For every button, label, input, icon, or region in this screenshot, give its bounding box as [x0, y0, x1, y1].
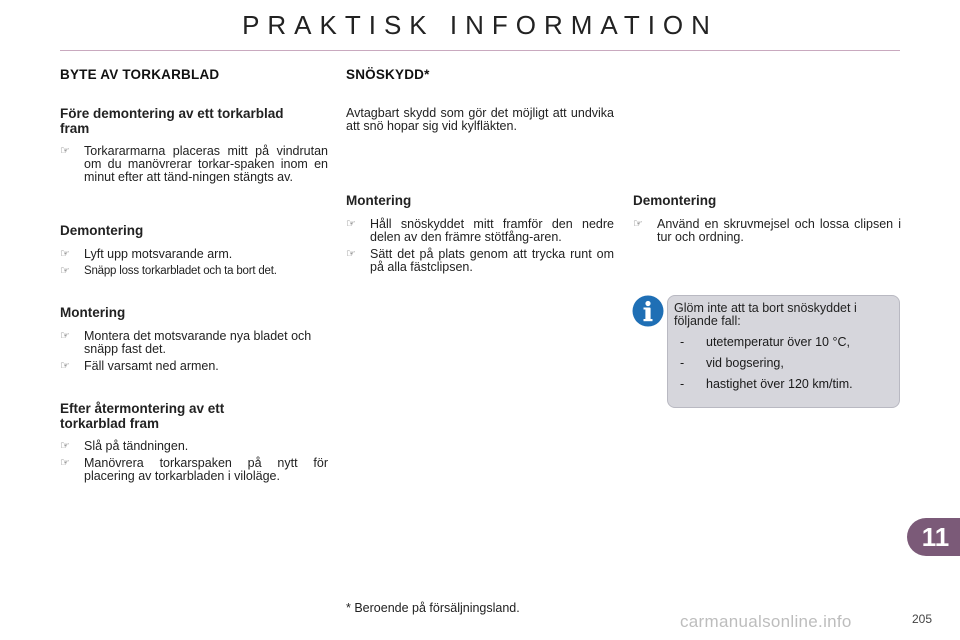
- note-box: [667, 295, 900, 408]
- header-divider: [60, 50, 900, 51]
- pointing-hand-icon: ☞: [633, 218, 643, 230]
- list-item: - vid bogsering,: [680, 356, 784, 370]
- bullet-list-removal: [60, 248, 328, 282]
- pointing-hand-icon: ☞: [346, 248, 356, 260]
- list-item: ☞ Sätt det på plats genom att trycka runt om på alla fästclipsen.: [346, 247, 614, 274]
- section-heading-snow-guard: SNÖSKYDD*: [346, 67, 430, 82]
- page-number: 205: [912, 612, 933, 626]
- pointing-hand-icon: ☞: [346, 218, 356, 230]
- snow-guard-intro: Avtagbart skydd som gör det möjligt att undvika att snö hopar sig vid kylfläkten.: [346, 106, 614, 133]
- pointing-hand-icon: ☞: [60, 360, 70, 372]
- list-item: ☞ Snäpp loss torkarbladet och ta bort det.: [60, 265, 277, 277]
- footnote: * Beroende på försäljningsland.: [346, 601, 520, 615]
- pointing-hand-icon: ☞: [60, 248, 70, 260]
- list-item: ☞ Manövrera torkarspaken på nytt för placering av torkarbladen i viloläge.: [60, 456, 328, 483]
- note-intro: Glöm inte att ta bort snöskyddet i följande fall:: [674, 301, 857, 328]
- pointing-hand-icon: ☞: [60, 457, 70, 469]
- list-item: ☞ Slå på tändningen.: [60, 439, 189, 453]
- subheading-snow-removal: Demontering: [633, 193, 717, 208]
- subheading-mounting: Montering: [60, 305, 126, 320]
- pointing-hand-icon: ☞: [60, 145, 70, 157]
- watermark: carmanualsonline.info: [680, 612, 852, 631]
- list-item: ☞ Håll snöskyddet mitt framför den nedre delen av den främre stötfång-aren.: [346, 217, 614, 244]
- bullet-list-before-removal: [60, 145, 328, 188]
- info-icon: [632, 295, 664, 327]
- subheading-snow-mounting: Montering: [346, 193, 412, 208]
- list-item: - hastighet över 120 km/tim.: [680, 377, 853, 391]
- list-item: ☞ Torkararmarna placeras mitt på vindrutan om du manövrerar torkar-spaken inom en minut efter att tänd-ningen stängts av.: [60, 144, 328, 184]
- list-item: ☞ Fäll varsamt ned armen.: [60, 359, 219, 373]
- pointing-hand-icon: ☞: [60, 440, 70, 452]
- subheading-after-remount: Efter återmontering av ett torkarblad fram: [60, 401, 225, 431]
- chapter-tab: 11: [907, 518, 960, 556]
- bullet-list-snow-mounting: [346, 218, 614, 278]
- bullet-list-snow-removal: [633, 218, 901, 248]
- pointing-hand-icon: ☞: [60, 265, 70, 277]
- bullet-list-after-remount: [60, 440, 328, 487]
- list-item: - utetemperatur över 10 °C,: [680, 335, 850, 349]
- subheading-removal: Demontering: [60, 223, 144, 238]
- list-item: ☞ Använd en skruvmejsel och lossa clipsen i tur och ordning.: [633, 217, 901, 244]
- section-heading-wiper: BYTE AV TORKARBLAD: [60, 67, 220, 82]
- list-item: ☞ Montera det motsvarande nya bladet och snäpp fast det.: [60, 329, 312, 356]
- page-title: PRAKTISK INFORMATION: [242, 10, 718, 40]
- list-item: ☞ Lyft upp motsvarande arm.: [60, 247, 233, 261]
- pointing-hand-icon: ☞: [60, 330, 70, 342]
- bullet-list-mounting: [60, 330, 328, 377]
- subheading-before-removal: Före demontering av ett torkarblad fram: [60, 106, 284, 136]
